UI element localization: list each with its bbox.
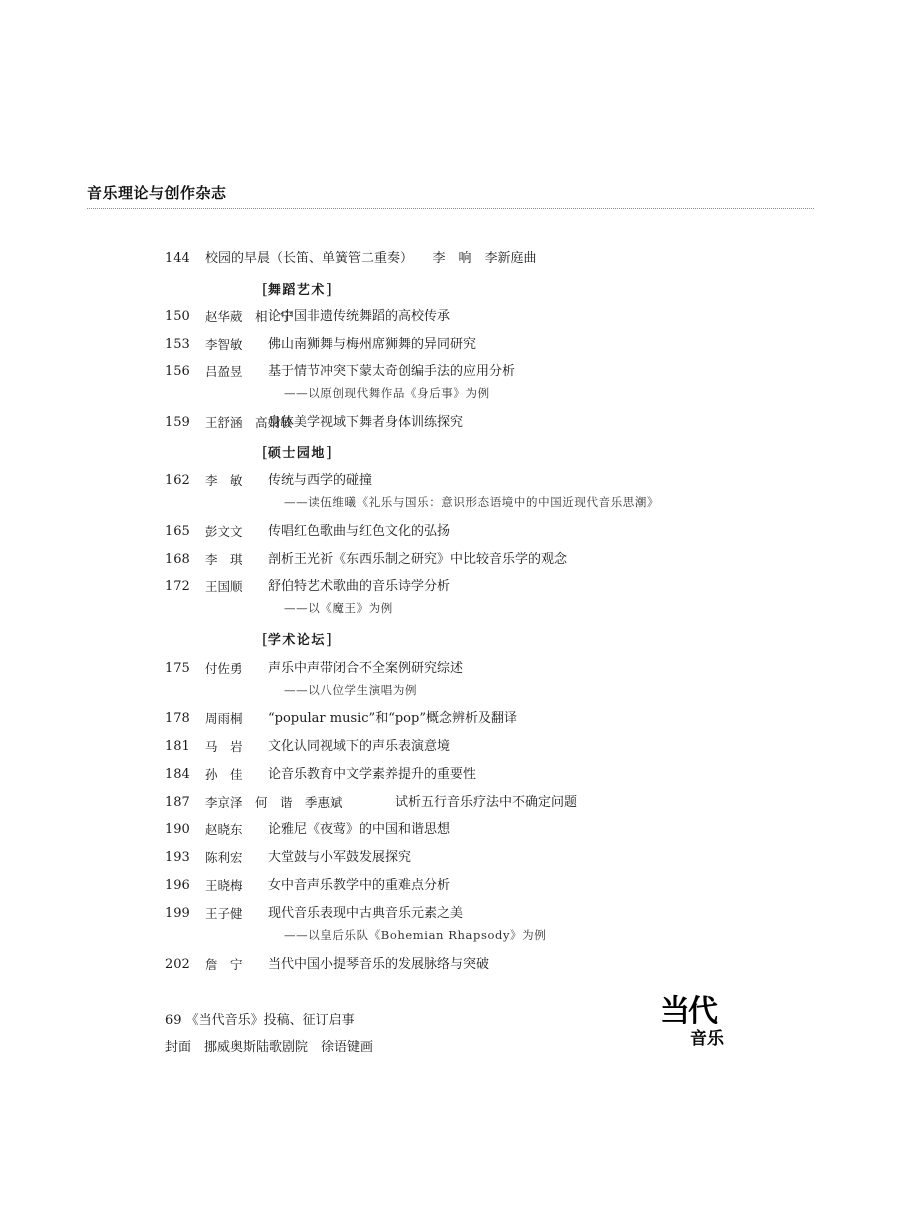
toc-title: 佛山南狮舞与梅州席狮舞的异同研究 bbox=[268, 337, 477, 352]
toc-page-number: 153 bbox=[165, 337, 190, 352]
toc-title: 身体美学视域下舞者身体训练探究 bbox=[268, 415, 464, 430]
toc-page-number: 175 bbox=[165, 661, 190, 676]
toc-author: 李京泽 何 谐 季惠斌 bbox=[205, 795, 343, 810]
toc-author: 吕盈昱 bbox=[205, 364, 243, 379]
logo-line-1: 当代 bbox=[660, 994, 716, 1029]
toc-author: 王舒涵 高娟敏 bbox=[205, 415, 293, 430]
bracket-open: [ bbox=[262, 630, 268, 648]
toc-page-number: 181 bbox=[165, 739, 190, 754]
toc-title: 女中音声乐教学中的重难点分析 bbox=[268, 878, 451, 893]
toc-title: 论中国非遗传统舞蹈的高校传承 bbox=[268, 309, 451, 324]
section-heading-label: 舞蹈艺术 bbox=[267, 283, 326, 298]
toc-page-number: 199 bbox=[165, 906, 190, 921]
toc-title: 传统与西学的碰撞 bbox=[268, 473, 373, 488]
toc-page-number: 165 bbox=[165, 524, 190, 539]
toc-author: 赵华葳 相 宁 bbox=[205, 309, 293, 324]
toc-author: 李 琪 bbox=[205, 552, 243, 567]
toc-page-number: 187 bbox=[165, 795, 190, 810]
toc-page-number: 144 bbox=[165, 251, 190, 266]
toc-page-number: 159 bbox=[165, 415, 190, 430]
toc-subtitle: ——以《魔王》为例 bbox=[284, 601, 393, 615]
toc-author: 詹 宁 bbox=[205, 957, 243, 972]
section-heading bbox=[262, 281, 332, 299]
toc-title: 文化认同视域下的声乐表演意境 bbox=[268, 739, 451, 754]
toc-author: 孙 佳 bbox=[205, 767, 243, 782]
toc-title: 基于情节冲突下蒙太奇创编手法的应用分析 bbox=[268, 364, 516, 379]
toc-author: 付佐勇 bbox=[205, 661, 243, 676]
toc-author: 王子健 bbox=[205, 906, 243, 921]
footer-notice: 69 《当代音乐》投稿、征订启事 bbox=[165, 1013, 355, 1028]
toc-title: 舒伯特艺术歌曲的音乐诗学分析 bbox=[268, 579, 451, 594]
bracket-close: ] bbox=[325, 630, 332, 648]
toc-author: 陈利宏 bbox=[205, 850, 243, 865]
toc-subtitle: ——以八位学生演唱为例 bbox=[284, 683, 418, 697]
toc-title: 剖析王光祈《东西乐制之研究》中比较音乐学的观念 bbox=[268, 552, 568, 567]
toc-author: 赵晓东 bbox=[205, 822, 243, 837]
toc-author: 李 敏 bbox=[205, 473, 243, 488]
section-heading-label: 硕士园地 bbox=[267, 446, 326, 461]
toc-author: 王国顺 bbox=[205, 579, 243, 594]
header-divider bbox=[87, 208, 814, 209]
toc-subtitle: ——以原创现代舞作品《身后事》为例 bbox=[284, 386, 490, 400]
logo-line-2: 音乐 bbox=[690, 1029, 724, 1049]
toc-page-number: 150 bbox=[165, 309, 190, 324]
toc-title: 声乐中声带闭合不全案例研究综述 bbox=[268, 661, 464, 676]
journal-header-title: 音乐理论与创作杂志 bbox=[87, 184, 227, 202]
toc-page-number: 196 bbox=[165, 878, 190, 893]
toc-title: 大堂鼓与小军鼓发展探究 bbox=[268, 850, 412, 865]
toc-title: 现代音乐表现中古典音乐元素之美 bbox=[268, 906, 464, 921]
toc-title: 论音乐教育中文学素养提升的重要性 bbox=[268, 767, 477, 782]
magazine-logo bbox=[660, 996, 740, 1056]
toc-page-number: 190 bbox=[165, 822, 190, 837]
toc-author: 李智敏 bbox=[205, 337, 243, 352]
toc-title: “popular music”和“pop”概念辨析及翻译 bbox=[268, 711, 517, 726]
toc-page-number: 172 bbox=[165, 579, 190, 594]
toc-author: 马 岩 bbox=[205, 739, 243, 754]
footer-cover-credit: 封面 挪威奥斯陆歌剧院 徐语键画 bbox=[165, 1040, 374, 1055]
toc-subtitle: ——读伍维曦《礼乐与国乐：意识形态语境中的中国近现代音乐思潮》 bbox=[284, 495, 660, 509]
toc-author: 王晓梅 bbox=[205, 878, 243, 893]
bracket-close: ] bbox=[325, 443, 332, 461]
toc-page-number: 156 bbox=[165, 364, 190, 379]
toc-title: 校园的早晨（长笛、单簧管二重奏） 李 响 李新庭曲 bbox=[205, 251, 537, 266]
toc-title: 试析五行音乐疗法中不确定问题 bbox=[395, 795, 578, 810]
toc-page-number: 184 bbox=[165, 767, 190, 782]
section-heading-label: 学术论坛 bbox=[267, 633, 326, 648]
toc-page-number: 202 bbox=[165, 957, 190, 972]
toc-author: 周雨桐 bbox=[205, 711, 243, 726]
toc-title: 当代中国小提琴音乐的发展脉络与突破 bbox=[268, 957, 490, 972]
toc-page-number: 168 bbox=[165, 552, 190, 567]
bracket-open: [ bbox=[262, 280, 268, 298]
toc-subtitle: ——以皇后乐队《Bohemian Rhapsody》为例 bbox=[284, 928, 547, 942]
bracket-close: ] bbox=[325, 280, 332, 298]
toc-page-number: 193 bbox=[165, 850, 190, 865]
section-heading bbox=[262, 444, 332, 462]
bracket-open: [ bbox=[262, 443, 268, 461]
toc-page-number: 178 bbox=[165, 711, 190, 726]
section-heading bbox=[262, 631, 332, 649]
toc-page-number: 162 bbox=[165, 473, 190, 488]
toc-title: 论雅尼《夜莺》的中国和谐思想 bbox=[268, 822, 451, 837]
toc-author: 彭文文 bbox=[205, 524, 243, 539]
toc-title: 传唱红色歌曲与红色文化的弘扬 bbox=[268, 524, 451, 539]
